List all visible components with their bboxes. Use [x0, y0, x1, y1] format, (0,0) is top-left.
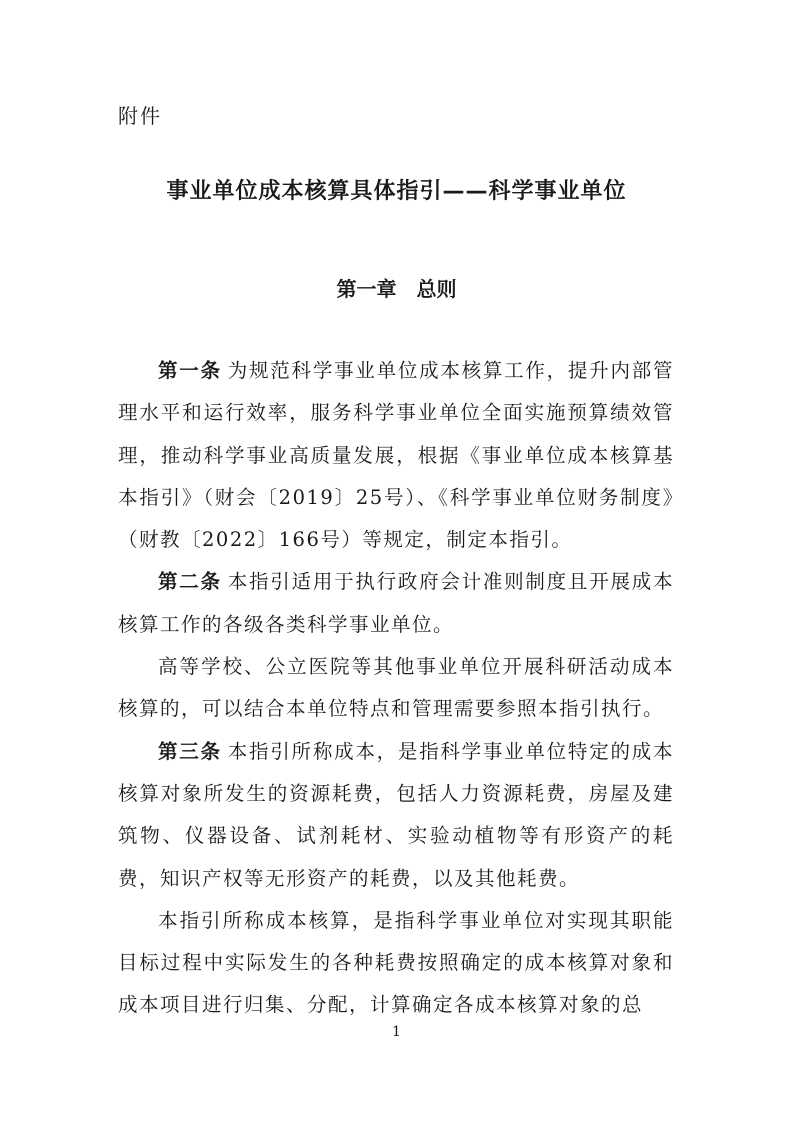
- article-3-paragraph: [118, 731, 674, 900]
- article-3-sub-paragraph: [118, 900, 674, 1027]
- paragraph-text: 本指引所称成本，是指科学事业单位特定的成本核算对象所发生的资源耗费，包括人力资源耗费，房屋及建筑物、仪器设备、试剂耗材、实验动植物等有形资产的耗费，知识产权等无形资产的耗费，以及其他耗费。: [118, 739, 674, 890]
- paragraph-text: 本指引所称成本核算，是指科学事业单位对实现其职能目标过程中实际发生的各种耗费按照确定的成本核算对象和成本项目进行归集、分配，计算确定各成本核算对象的总: [118, 908, 674, 1017]
- paragraph-text: 本指引适用于执行政府会计准则制度且开展成本核算工作的各级各类科学事业单位。: [118, 570, 674, 636]
- paragraph-text: 为规范科学事业单位成本核算工作，提升内部管理水平和运行效率，服务科学事业单位全面实施预算绩效管理，推动科学事业高质量发展，根据《事业单位成本核算基本指引》（财会〔2019〕25号）、《科学事业单位财务制度》（财教〔2022〕166号）等规定，制定本指引。: [118, 359, 674, 552]
- article-label: 第二条: [158, 570, 222, 594]
- attachment-label: 附件: [118, 104, 162, 128]
- article-label: 第三条: [158, 739, 222, 763]
- document-title: 事业单位成本核算具体指引——科学事业单位: [166, 179, 627, 204]
- document-body: [118, 350, 674, 1027]
- article-label: 第一条: [158, 359, 222, 382]
- article-2-paragraph: [118, 561, 674, 646]
- article-2-sub-paragraph: [118, 646, 674, 731]
- article-1-paragraph: [118, 350, 674, 561]
- chapter-heading: 第一章 总则: [336, 277, 457, 301]
- paragraph-text: 高等学校、公立医院等其他事业单位开展科研活动成本核算的，可以结合本单位特点和管理需要参照本指引执行。: [118, 655, 674, 721]
- page-number: 1: [392, 1024, 401, 1040]
